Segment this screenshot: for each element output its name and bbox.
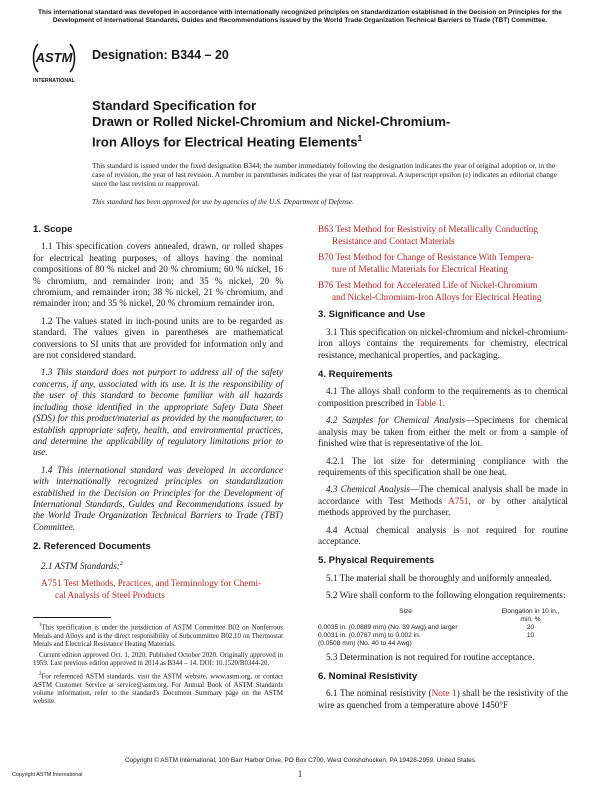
title-footnote-marker[interactable]: 1 — [357, 133, 363, 143]
ref-b70-title[interactable]: Test Method for Change of Resistance With Tempera- — [335, 251, 534, 262]
table-header-elongation: Elongation in 10 in., — [501, 607, 560, 615]
table-cell-value: 10 — [526, 631, 535, 639]
title-line-1: Standard Specification for — [92, 98, 257, 113]
section-1-heading: 1. Scope — [33, 224, 73, 235]
para-4-2-1: 4.2.1 The lot size for determining compliance with the requirements of this specification shall be one heat. — [318, 455, 568, 477]
ref-b63-title[interactable]: Test Method for Resistivity of Metallically Conducting — [335, 224, 538, 234]
para-1-4: 1.4 This international standard was developed in accordance with internationally recognized principles on standardization established in the Decision on Principles for the Development of International Standards, Guides and Recommendations issued by the World Trade Organization Technical Barriers to Trade (TBT) Committee. — [33, 464, 283, 532]
ref-b76-code[interactable]: B76 — [318, 279, 334, 290]
ref-a751[interactable] — [41, 578, 283, 589]
ref-b70-code[interactable]: B70 — [318, 251, 334, 262]
footnote-divider — [33, 617, 111, 618]
ref-b76[interactable] — [318, 280, 568, 291]
svg-text:ASTM: ASTM — [35, 50, 73, 65]
para-6-1: 6.1 The nominal resistivity (Note 1) shall be the resistivity of the wire as quenched from a temperature above 1450°F — [318, 688, 568, 710]
section-6-heading: 6. Nominal Resistivity — [318, 670, 418, 682]
ref-a751-title-cont[interactable]: cal Analysis of Steel Products — [55, 590, 165, 601]
table-header-row — [318, 608, 568, 616]
para-5-2: 5.2 Wire shall conform to the following elongation requirements: — [326, 590, 566, 601]
ref-b70-title-cont[interactable]: ture of Metallic Materials for Electrical Heating — [332, 264, 509, 275]
table-cell-size: 0.0031 in. (0.0787 mm) to 0.002 in. — [318, 631, 421, 639]
para-4-2: 4.2 Samples for Chemical Analysis—Specimens for chemical analysis may be taken from either the melt or from a sample of finished wire that is representative of the lot. — [318, 415, 568, 449]
ref-b63-code[interactable]: B63 — [318, 224, 334, 234]
para-1-1: 1.1 This specification covers annealed, drawn, or rolled shapes for electrical heating purposes, of alloys having the nominal compositions of 80 % nickel and 20 % chromium; 60 % nickel, 16 % chromium, and remainder iron; and 35 % nickel, 20 % chromium, and remainder iron; 38 % nickel, 21 % chromium, and remainder iron; and 35 % nickel, 20 % chromium remainder iron. — [33, 241, 283, 309]
footnote-2-marker[interactable]: 2 — [119, 560, 123, 567]
section-4-heading: 4. Requirements — [318, 369, 393, 381]
page-number: 1 — [297, 769, 303, 779]
tbt-notice: This international standard was developed in accordance with internationally recognized principles on standardization established in the Decision on Principles for the Development of International Standards, Guides and Recommendations issued by the World Trade Organization Technical Barriers to Trade (TBT) Committee. — [38, 9, 562, 25]
table-cell-size: (0.0508 mm) (No. 40 to 44 Awg) — [318, 639, 412, 647]
ref-b63-title-cont[interactable]: Resistance and Contact Materials — [332, 236, 455, 247]
ref-b63[interactable] — [318, 224, 568, 235]
para-4-3: 4.3 Chemical Analysis—The chemical analysis shall be made in accordance with Test Methods A751, or by other analytical methods approved by the purchaser. — [318, 484, 568, 518]
title-line-2: Drawn or Rolled Nickel-Chromium and Nickel-Chromium- — [92, 114, 451, 129]
footnote-1-edition: Current edition approved Oct. 1, 2020. Published October 2020. Originally approved in 1959. Last previous edition approved in 2014 as B344 – 14. DOI: 10.1520/B0344-20. — [33, 651, 283, 668]
section-3-heading: 3. Significance and Use — [318, 309, 426, 321]
right-column — [318, 224, 568, 717]
svg-text:INTERNATIONAL: INTERNATIONAL — [33, 78, 75, 84]
ref-b76-title[interactable]: Test Method for Accelerated Life of Nickel-Chromium — [335, 279, 538, 290]
table-1-link[interactable]: Table 1 — [415, 397, 443, 408]
para-4-1: 4.1 The alloys shall conform to the requirements as to chemical composition prescribed in Table 1. — [318, 386, 568, 408]
dod-approval-note: This standard has been approved for use by agencies of the U.S. Department of Defense. — [92, 197, 354, 206]
table-header-elongation-unit: min, % — [520, 615, 541, 623]
copyright-watermark: Copyright ASTM International — [12, 772, 83, 778]
note-1-link[interactable]: Note 1 — [431, 688, 457, 699]
para-2-1: 2.1 ASTM Standards:$^2$ — [41, 560, 123, 571]
designation: Designation: B344 – 20 — [92, 48, 229, 62]
ref-a751-title[interactable]: Test Methods, Practices, and Terminology for Chemi- — [63, 578, 262, 589]
table-cell-value — [493, 640, 568, 648]
footnote-1: $^1$This specification is under the jurisdiction of ASTM Committee B02 on Nonferrous Metals and Alloys and is the direct responsibility of Subcommittee B02.10 on Thermostat Metals and Electrical Resistance Heating Materials. — [33, 623, 283, 648]
para-4-4: 4.4 Actual chemical analysis is not required for routine acceptance. — [318, 524, 568, 546]
document-title — [92, 98, 562, 150]
ref-b76-title-cont[interactable]: and Nickel-Chromium-Iron Alloys for Electrical Heating — [332, 292, 542, 303]
ref-a751-code[interactable]: A751 — [41, 578, 62, 589]
table-row — [318, 632, 568, 640]
footnotes — [33, 622, 283, 709]
table-cell-size: 0.0035 in. (0.0889 mm) (No. 39 Awg) and larger — [318, 623, 458, 631]
para-5-1: 5.1 The material shall be thoroughly and uniformly annealed. — [326, 572, 552, 583]
table-row — [318, 624, 568, 632]
footnote-2: $^2$For referenced ASTM standards, visit the ASTM website, www.astm.org, or contact ASTM Customer Service at service@astm.org. For Annual Book of ASTM Standards volume information, refer to the standard's Document Summary page on the ASTM website. — [33, 672, 283, 706]
table-header-row-2 — [318, 616, 568, 624]
para-3-1: 3.1 This specification on nickel-chromium and nickel-chromium-iron alloys contains the requirements for chemistry, electrical resistance, mechanical properties, and packaging. — [318, 326, 568, 360]
table-row — [318, 640, 568, 648]
ref-b70[interactable] — [318, 252, 568, 263]
title-line-3: Iron Alloys for Electrical Heating Elements$^1$ — [92, 133, 363, 150]
copyright-line: Copyright © ASTM International, 100 Barr Harbor Drive, PO Box C700, West Conshohocken, PA 19428-2959. United States — [124, 757, 476, 764]
astm-logo — [30, 40, 78, 86]
para-1-3: 1.3 This standard does not purport to address all of the safety concerns, if any, associated with its use. It is the responsibility of the user of this standard to become familiar with all hazards including those identified in the appropriate Safety Data Sheet (SDS) for this product/material as provided by the manufacturer, to establish appropriate safety, health, and environmental practices, and determine the applicability of regulatory limitations prior to use. — [33, 367, 283, 458]
left-column — [33, 224, 283, 606]
elongation-table — [318, 608, 568, 648]
a751-link[interactable]: A751 — [448, 495, 469, 506]
issuance-note: This standard is issued under the fixed designation B344; the number immediately following the designation indicates the year of original adoption or, in the case of revision, the year of last revision. A number in parentheses indicates the year of last reapproval. A superscript epsilon (ε) indicates an editorial change since the last revision or reapproval. — [92, 161, 557, 188]
para-1-2: 1.2 The values stated in inch-pound units are to be regarded as standard. The values given in parentheses are mathematical conversions to SI units that are provided for information only and are not considered standard. — [33, 315, 283, 361]
section-2-heading: 2. Referenced Documents — [33, 541, 151, 553]
para-5-3: 5.3 Determination is not required for routine acceptance. — [326, 651, 535, 662]
section-5-heading: 5. Physical Requirements — [318, 555, 435, 567]
table-cell-value: 20 — [526, 623, 535, 631]
table-header-size: Size — [399, 607, 412, 615]
